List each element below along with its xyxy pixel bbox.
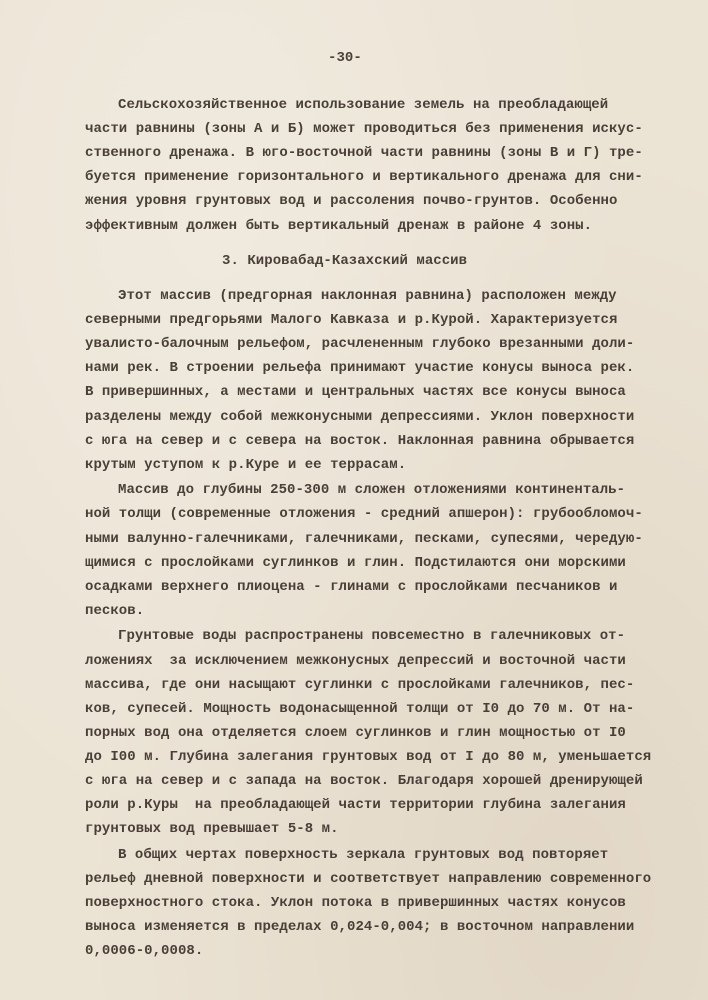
paragraph-line: северными предгорьями Малого Кавказа и р.Курой. Характеризуется — [85, 312, 618, 329]
paragraph-line: буется применение горизонтального и вертикального дренажа для сни- — [85, 169, 643, 186]
paragraph-line: поверхностного стока. Уклон потока в привершинных частях конусов — [85, 895, 626, 911]
paragraph-line: ложениях за исключением межконусных депрессий и восточной части — [85, 652, 626, 669]
paragraph-line: нами рек. В строении рельефа принимают участие конусы выноса рек. — [85, 360, 635, 377]
paragraph-line: ственного дренажа. В юго-восточной части равнины (зоны В и Г) тре- — [85, 145, 643, 162]
paragraph-line: с юга на север и с запада на восток. Благодаря хорошей дренирующей — [85, 773, 643, 789]
paragraph-first-line: Сельскохозяйственное использование земель на преобладающей — [118, 97, 609, 113]
paragraph-line: ков, супесей. Мощность водонасыщенной толщи от I0 до 70 м. От на- — [85, 700, 635, 717]
paragraph-line: части равнины (зоны А и Б) может проводиться без применения искус- — [85, 121, 643, 138]
section-heading: 3. Кировабад-Казахский массив — [222, 253, 468, 269]
paragraph-first-line: В общих чертах поверхность зеркала грунтовых вод повторяет — [118, 846, 609, 863]
paragraph-line: эффективным должен быть вертикальный дренаж в районе 4 зоны. — [85, 217, 593, 234]
page-number: -30- — [328, 50, 362, 66]
paragraph-line: осадками верхнего плиоцена - глинами с прослойками песчаников и — [85, 578, 618, 595]
paragraph-line: 0,0006-0,0008. — [85, 943, 204, 960]
paragraph-line: порных вод она отделяется слоем суглинков и глин мощностью от I0 — [85, 724, 626, 741]
paragraph-first-line: Этот массив (предгорная наклонная равнина) расположен между — [118, 288, 617, 304]
paragraph-line: до I00 м. Глубина залегания грунтовых вод от I до 80 м, уменьшается — [85, 748, 652, 765]
paragraph-line: рельеф дневной поверхности и соответствует направлению современного — [85, 870, 652, 887]
paragraph-line: щимися с прослойками суглинков и глин. Подстилаются они морскими — [85, 554, 626, 571]
paragraph-line: роли р.Куры на преобладающей части территории глубина залегания — [85, 797, 626, 814]
paragraph-line: ными валунно-галечниками, галечниками, песками, супесями, чередую- — [85, 530, 643, 547]
paragraph-first-line: Грунтовые воды распространены повсеместно в галечниковых от- — [118, 628, 626, 645]
paragraph-line: выноса изменяется в пределах 0,024-0,004; в восточном направлении — [85, 919, 635, 936]
paragraph-line: песков. — [85, 602, 145, 619]
paragraph-line: разделены между собой межконусными депрессиями. Уклон поверхности — [85, 408, 635, 425]
paragraph-line: грунтовых вод превышает 5-8 м. — [85, 821, 339, 838]
paragraph-line: В привершинных, а местами и центральных частях все конусы выноса — [85, 384, 626, 401]
paragraph-line: жения уровня грунтовых вод и рассоления почво-грунтов. Особенно — [85, 193, 618, 210]
paragraph-first-line: Массив до глубины 250-300 м сложен отложениями континенталь- — [118, 482, 626, 499]
paragraph-line: с юга на север и с севера на восток. Наклонная равнина обрывается — [85, 432, 635, 449]
paragraph-line: массива, где они насыщают суглинки с прослойками галечников, пес- — [85, 676, 635, 693]
paragraph-line: крутым уступом к р.Куре и ее террасам. — [85, 456, 407, 473]
paragraph-line: ной толщи (современные отложения - средний апшерон): грубообломоч- — [85, 506, 643, 523]
paragraph-line: увалисто-балочным рельефом, расчлененным глубоко врезанными доли- — [85, 336, 635, 353]
